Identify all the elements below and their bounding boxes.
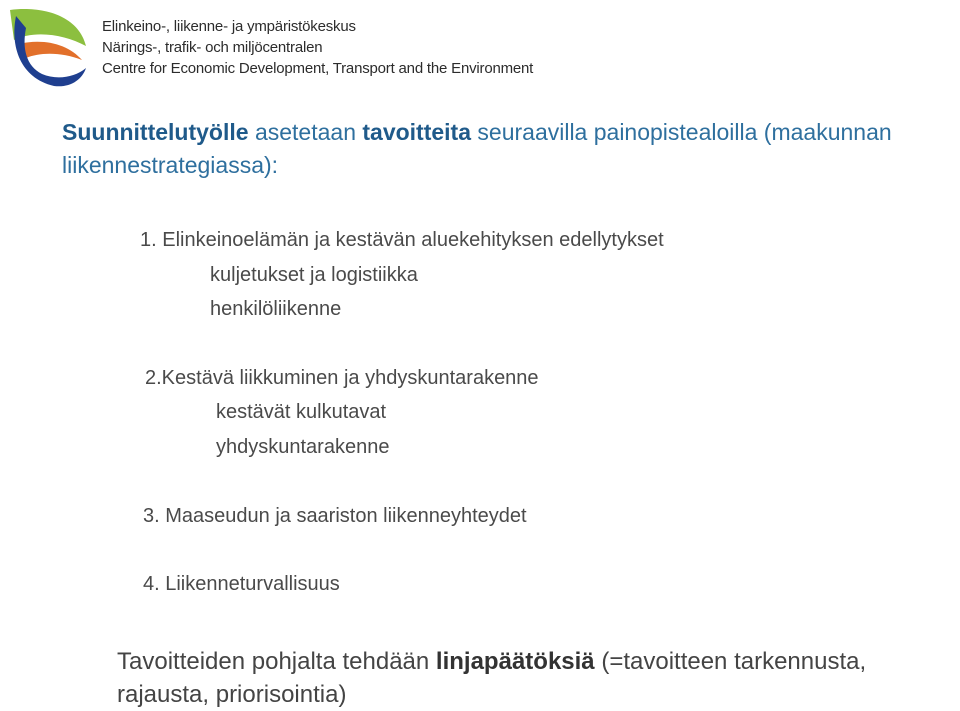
priority-sub-2-2: yhdyskuntarakenne	[216, 436, 390, 458]
priority-sub-1-1: kuljetukset ja logistiikka	[210, 264, 418, 286]
intro-bold-2: tavoitteita	[362, 119, 472, 145]
priority-item-2: 2.Kestävä liikkuminen ja yhdyskuntarakenne	[145, 367, 539, 389]
priority-sub-2-1: kestävät kulkutavat	[216, 401, 387, 423]
intro-text-2: seuraavilla painopistealoilla (maakunnan liikennestrategiassa):	[62, 119, 892, 178]
agency-name-sv: Närings-, trafik- och miljöcentralen	[102, 39, 323, 56]
agency-name-en: Centre for Economic Development, Transport and the Environment	[102, 60, 534, 77]
intro-text-1: asetetaan	[248, 119, 363, 145]
priority-item-1: 1. Elinkeinoelämän ja kestävän aluekehityksen edellytykset	[140, 229, 664, 251]
slide-header	[0, 0, 960, 95]
agency-name	[102, 16, 533, 79]
conclusion-text-2: (=tavoitteen tarkennusta, rajausta, priorisointia)	[117, 648, 867, 708]
agency-name-fi: Elinkeino-, liikenne- ja ympäristökeskus	[102, 18, 356, 35]
conclusion-text-1: Tavoitteiden pohjalta tehdään	[117, 648, 436, 675]
priority-item-3: 3. Maaseudun ja saariston liikenneyhteydet	[143, 505, 527, 527]
conclusion-text	[117, 645, 957, 711]
intro-bold-1: Suunnittelutyölle	[62, 119, 249, 145]
priority-item-4: 4. Liikenneturvallisuus	[143, 573, 340, 595]
conclusion-bold: linjapäätöksiä	[435, 648, 595, 675]
priority-sub-1-2: henkilöliikenne	[210, 298, 342, 320]
intro-heading	[62, 116, 942, 182]
ely-centre-logo-icon	[4, 4, 90, 90]
